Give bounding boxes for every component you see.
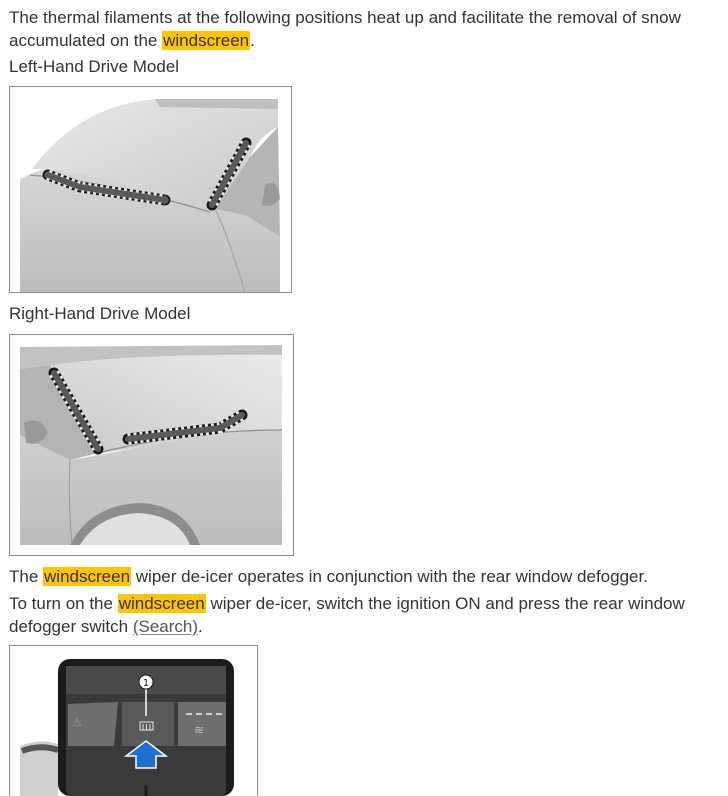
defogger-switch-figure [9, 645, 258, 796]
lhd-model-label: Left-Hand Drive Model [9, 57, 180, 76]
para2-text-after: wiper de-icer operates in conjunction with the rear window defogger. [135, 567, 648, 586]
deicer-instructions-paragraph [9, 592, 721, 638]
search-highlight: windscreen [118, 594, 205, 613]
para3-text-before: To turn on the [9, 594, 113, 613]
intro-period: . [250, 31, 255, 50]
lhd-car-illustration [10, 87, 291, 292]
svg-text:⚠: ⚠ [72, 716, 82, 729]
search-link[interactable]: (Search) [132, 617, 198, 636]
svg-text:≋: ≋ [194, 723, 205, 737]
lhd-windscreen-figure [9, 86, 292, 293]
intro-paragraph [9, 6, 721, 52]
search-highlight: windscreen [44, 567, 131, 586]
para3-period: . [198, 617, 203, 636]
defogger-switch-illustration [10, 646, 257, 796]
rhd-windscreen-figure [9, 334, 294, 556]
intro-text: The thermal filaments at the following positions heat up and facilitate the removal of snow accumulated on the [9, 8, 681, 50]
callout-number-1: 1 [142, 678, 150, 689]
rhd-model-label: Right-Hand Drive Model [9, 304, 191, 323]
deicer-operation-paragraph [9, 565, 721, 588]
para3-text-middle: wiper de-icer, switch the ignition ON and press the rear window defogger switch [9, 594, 685, 636]
rhd-car-illustration [10, 335, 293, 555]
search-highlight: windscreen [163, 31, 250, 50]
para2-text-before: The [9, 567, 39, 586]
